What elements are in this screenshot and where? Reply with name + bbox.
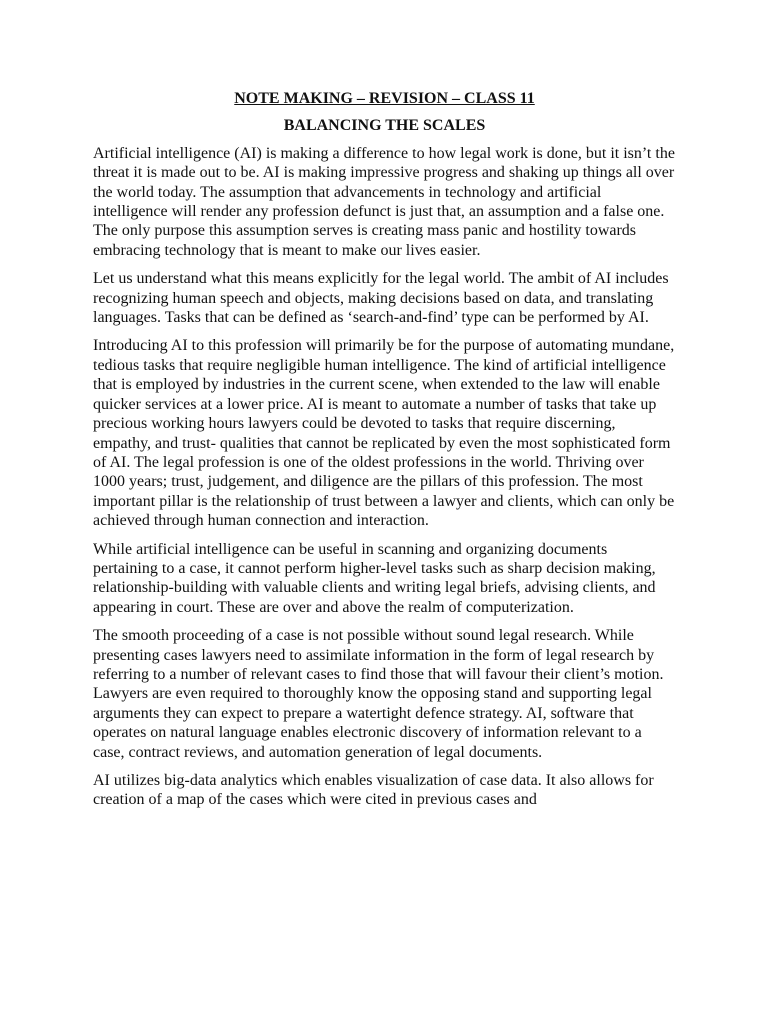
paragraph-5: The smooth proceeding of a case is not possible without sound legal research. While presenting cases lawyers need to assimilate information in the form of legal research by referring to a number of relevant cases to find those that will favour their client’s motion. Lawyers are even required to thoroughly know the opposing stand and supporting legal arguments they can expect to prepare a watertight defence strategy. AI, software that operates on natural language enables electronic discovery of information relevant to a case, contract reviews, and automation generation of legal documents. — [93, 627, 664, 761]
paragraph-1: Artificial intelligence (AI) is making a difference to how legal work is done, but it isn’t the threat it is made out to be. AI is making impressive progress and shaking up things all over the world today. The assumption that advancements in technology and artificial intelligence will render any profession defunct is just that, an assumption and a false one. The only purpose this assumption serves is creating mass panic and hostility towards embracing technology that is meant to make our lives easier. — [93, 144, 675, 259]
paragraph-3: Introducing AI to this profession will primarily be for the purpose of automating mundane, tedious tasks that require negligible human intelligence. The kind of artificial intelligence that is employed by industries in the current scene, when extended to the law will enable quicker services at a lower price. AI is meant to automate a number of tasks that take up precious working hours lawyers could be devoted to tasks that require discerning, empathy, and trust- qualities that cannot be replicated by even the most sophisticated form of AI. The legal profession is one of the oldest professions in the world. Thriving over 1000 years; trust, judgement, and diligence are the pillars of this profession. The most important pillar is the relationship of trust between a lawyer and clients, which can only be achieved through human connection and interaction. — [93, 337, 675, 530]
document-body — [93, 89, 676, 819]
paragraph-4: While artificial intelligence can be useful in scanning and organizing documents pertaining to a case, it cannot perform higher-level tasks such as sharp decision making, relationship-building with valuable clients and writing legal briefs, advising clients, and appearing in court. These are over and above the realm of computerization. — [93, 540, 656, 616]
document-title: NOTE MAKING – REVISION – CLASS 11 — [234, 90, 535, 107]
paragraph-2: Let us understand what this means explicitly for the legal world. The ambit of AI includes recognizing human speech and objects, making decisions based on data, and translating languages. Tasks that can be defined as ‘search-and-find’ type can be performed by AI. — [93, 270, 669, 327]
paragraph-6: AI utilizes big-data analytics which enables visualization of case data. It also allows for creation of a map of the cases which were cited in previous cases and — [93, 772, 654, 809]
document-subtitle: BALANCING THE SCALES — [283, 117, 486, 135]
